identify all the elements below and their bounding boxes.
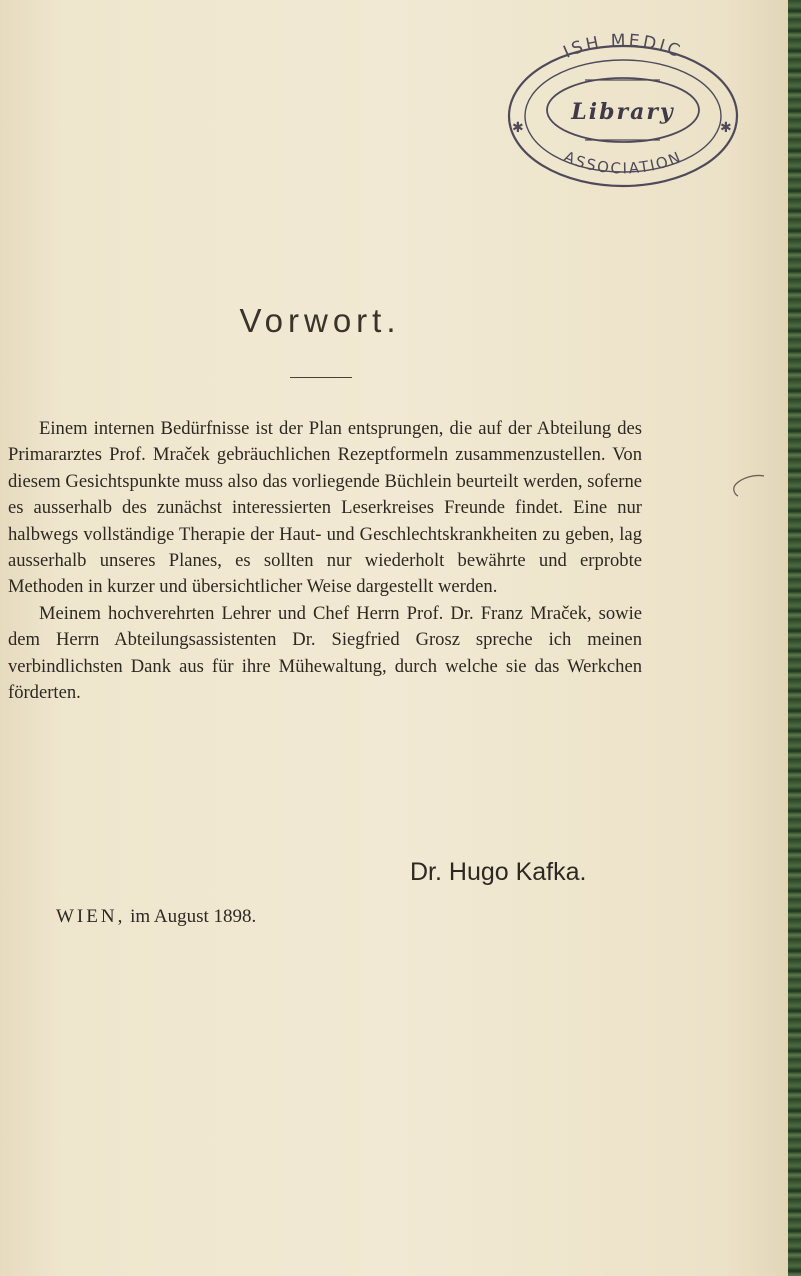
stamp-bottom-text: ASSOCIATION bbox=[561, 147, 685, 178]
signature: Dr. Hugo Kafka. bbox=[410, 858, 587, 886]
star-icon: ✱ bbox=[512, 120, 524, 136]
paragraph: Meinem hochverehrten Lehrer und Chef Herrn Prof. Dr. Franz Mraček, sowie dem Herrn Abteilungsassistenten Dr. Siegfried Grosz spreche ich meinen verbindlichsten Dank aus für ihre Mühewaltung, durch welche sie das Werkchen förderten. bbox=[8, 602, 642, 704]
pencil-mark bbox=[728, 470, 768, 500]
title-divider bbox=[290, 377, 352, 378]
paragraph: Einem internen Bedürfnisse ist der Plan entsprungen, die auf der Abteilung des Primararztes Prof. Mraček gebräuchlichen Rezeptformeln zusammenzustellen. Von diesem Gesichtspunkte muss also das vorliegende Büchlein beurteilt werden, soferne es ausserhalb des zunächst interessierten Leserkreises Freunde findet. Eine nur halbwegs vollständige Therapie der Haut- und Geschlechtskrankheiten zu geben, lag ausserhalb unseres Planes, es sollten nur wiederholt bewährte und erprobte Methoden in kurzer und übersichtlicher Weise dargestellt werden. bbox=[8, 418, 642, 598]
place: WIEN, bbox=[56, 906, 126, 927]
stamp-top-text: ISH MEDIC bbox=[560, 30, 686, 63]
page-title: Vorwort. bbox=[239, 302, 401, 339]
place-date bbox=[56, 906, 256, 928]
stamp-center-text: Library bbox=[571, 99, 675, 125]
book-edge bbox=[788, 0, 801, 1276]
star-icon: ✱ bbox=[720, 120, 732, 136]
preface-body bbox=[8, 416, 642, 706]
date: im August 1898. bbox=[130, 906, 257, 927]
library-stamp bbox=[500, 20, 745, 190]
